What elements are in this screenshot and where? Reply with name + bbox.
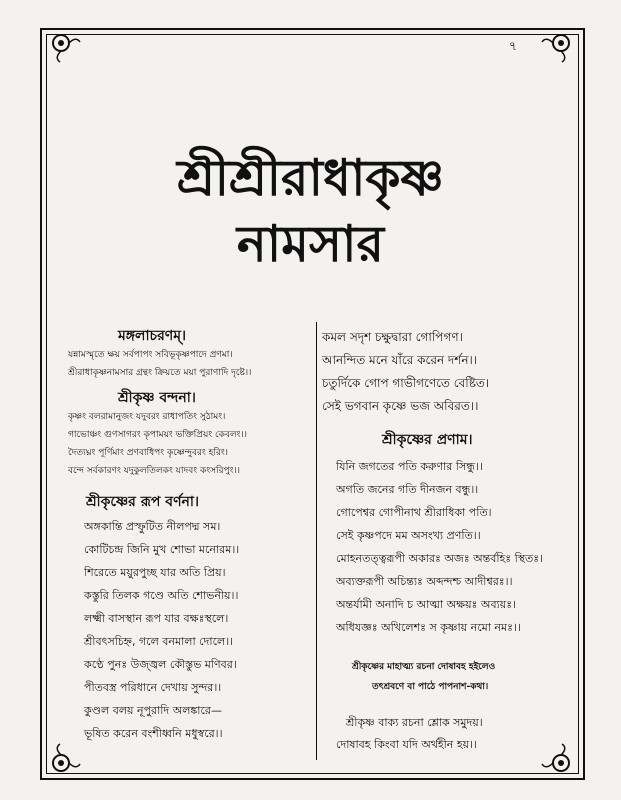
verse-line: শ্রীরাধাকৃষ্ণনামসার গ্রন্থং ক্রিয়তে ময়া পুরাণাদি দৃষ্টে।। <box>68 368 252 378</box>
verse-line: সেই কৃষ্ণপদে মম অসংখ্য প্রণতি।। <box>336 529 481 542</box>
verse-line: আনন্দিত মনে যাঁরে করেন দর্শন।। <box>322 353 478 367</box>
verse-line: অঙ্গকান্তি প্রস্ফুটিত নীলপদ্ম সম। <box>84 520 221 533</box>
section-heading-mangalacharan: মঙ্গলাচরণম্। <box>118 328 187 344</box>
verse-line: কমল সদৃশ চক্ষুদ্বারা গোপিগণ। <box>322 330 463 344</box>
verse-line: দৈত্যঘ্নং পূর্ণিমাং প্রণবাধিপং কৃষ্ণেন্দুবরং হরিং। <box>68 448 228 458</box>
verse-line: যন্নামস্মৃতে ক্ষয় সর্বপাপং সবিভূকৃষ্ণপাদে প্রণমা। <box>68 350 233 360</box>
verse-line: কোটিচন্দ্র জিনি মুখ শোভা মনোরম।। <box>84 543 240 556</box>
verse-line: কণ্ঠে পুনঃ উজ্জ্বল কৌস্তুভ মণিবর। <box>84 658 237 671</box>
verse-line: চতুর্দিকে গোপ গাভীগণেতে বেষ্টিত। <box>322 376 490 390</box>
verse-line: বন্দে সর্বকারণং যদুকুলতিলকং যাদবং কংসরিপুং।। <box>68 466 241 476</box>
verse-line: শ্রীবৎসচিহ্ন, গলে বনমালা দোলে।। <box>84 635 234 648</box>
page-title-line-1: শ্রীশ্রীরাধাকৃষ্ণ <box>177 149 444 207</box>
verse-line: কৃষ্ণং বলরামানুজং যদুবরং রাধাপতিং সুঠামং। <box>68 412 226 422</box>
verse-line: অব্যক্তরূপী অচিন্ত্যঃ অব্দন্দশ্চ আদীশ্বরঃ।। <box>336 575 513 588</box>
verse-line: লক্ষ্মী বাসস্থান রূপ যার বক্ষঃস্থলে। <box>84 612 229 625</box>
section-heading-rupa-varna: শ্রীকৃষ্ণের রূপ বর্ণনা। <box>86 494 199 510</box>
verse-line: ভূষিত করেন বংশীধ্বনি মধুস্বরে।। <box>84 727 223 740</box>
corner-ornament-icon <box>48 742 82 776</box>
closing-line: দোষাবহ কিংবা যদি অর্থহীন হয়।। <box>336 738 477 751</box>
verse-line: সেই ভগবান কৃষ্ণে ভজ অবিরত।। <box>322 399 479 413</box>
section-heading-krishna-bandana: শ্রীকৃষ্ণ বন্দনা। <box>118 390 196 406</box>
verse-line: কস্তুরি তিলক গণ্ডে অতি শোভনীয়।। <box>84 589 239 602</box>
verse-line: গোপেশ্বর গোপীনাথ শ্রীরাধিকা পতি। <box>336 506 492 519</box>
corner-ornament-icon <box>540 742 574 776</box>
verse-line: যিনি জগতের পতি করুণার সিন্ধু।। <box>336 460 483 473</box>
corner-ornament-icon <box>540 30 574 64</box>
closing-line: শ্রীকৃষ্ণ বাক্য রচনা শ্লোক সমুদয়। <box>346 716 483 729</box>
verse-line: অন্তর্যামী অনাদি চ আত্মা অক্ষয়ঃ অব্যয়ঃ। <box>336 598 517 611</box>
verse-line: মোহনতত্ত্বরূপী অকারঃ অজঃ অন্তর্বহিঃ স্থিতঃ। <box>336 552 544 565</box>
verse-line: অধিযজ্ঞঃ অখিলেশঃ স কৃষ্ণায় নমো নমঃ।। <box>336 621 521 634</box>
note-line: তৎশ্রবণে বা পাঠে পাপনাশ-কথা। <box>372 682 489 692</box>
verse-line: অগতি জনের গতি দীনজন বন্ধু।। <box>336 483 479 496</box>
verse-line: শিরেতে ময়ুরপুচ্ছ যার অতি প্রিয়। <box>84 566 226 579</box>
section-heading-pranam: শ্রীকৃষ্ণের প্রণাম। <box>382 432 473 448</box>
page-number: ৭ <box>509 39 517 53</box>
note-line: শ্রীকৃষ্ণের মাহাত্ম্য রচনা দোষাবহ হইলেও <box>352 662 496 672</box>
page-title-line-2: নামসার <box>236 215 385 273</box>
verse-line: কুণ্ডল বলয় নূপুরাদি অলঙ্কারে— <box>84 704 222 717</box>
verse-line: গাভোঞ্চং গুণসাগরং কৃপাময়ং ভক্তিপ্রিয়ং কেবলং।। <box>68 430 247 440</box>
verse-line: পীতবস্ত্র পরিধানে দেখায় সুন্দর।। <box>84 681 222 694</box>
column-divider <box>316 322 317 760</box>
corner-ornament-icon <box>48 30 82 64</box>
